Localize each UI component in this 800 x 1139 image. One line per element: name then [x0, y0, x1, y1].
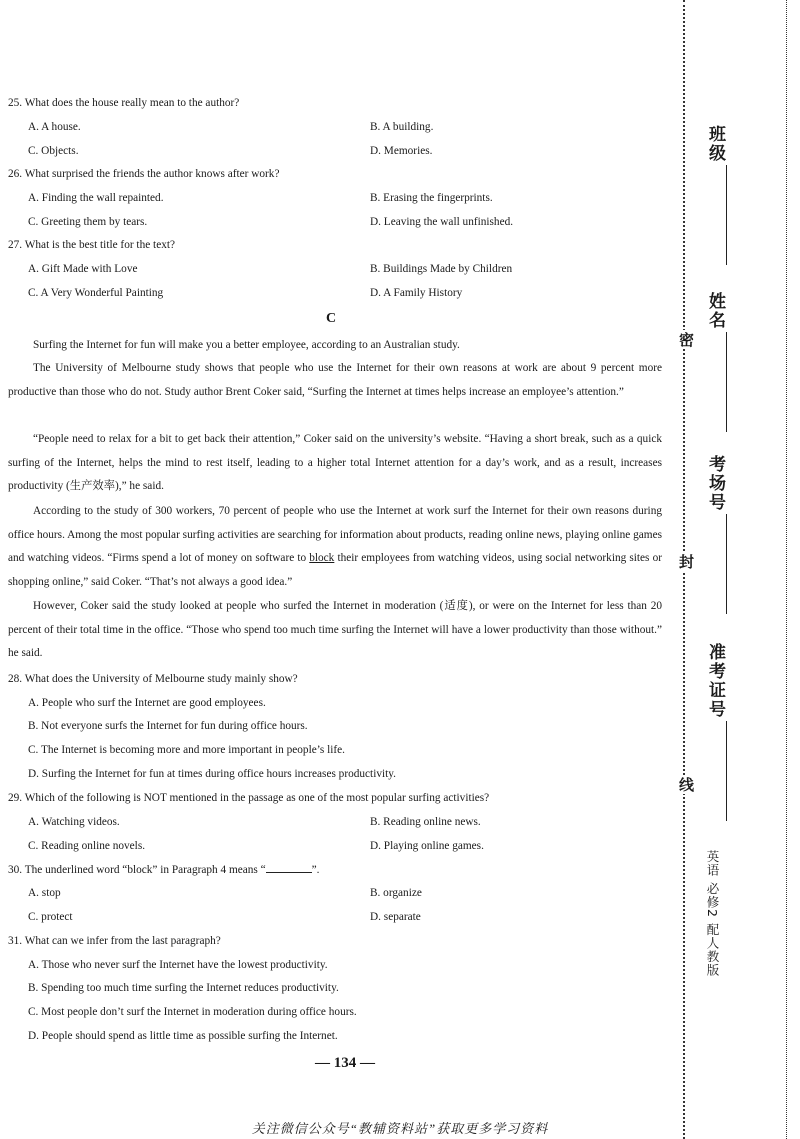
question-28-option-a: A. People who surf the Internet are good employees.	[28, 697, 266, 709]
book-info: 英语 必修2 配人教版	[705, 850, 720, 977]
class-field	[703, 125, 728, 265]
seal-mark-feng: 封	[677, 554, 695, 569]
question-29-option-a: A. Watching videos.	[28, 816, 120, 828]
question-29-option-c: C. Reading online novels.	[28, 840, 146, 852]
question-26-option-b: B. Erasing the fingerprints.	[370, 192, 493, 204]
seal-mark-xian: 线	[677, 777, 695, 792]
question-25-option-c: C. Objects.	[28, 145, 79, 157]
ticket-number-field	[703, 643, 728, 821]
question-30-option-a: A. stop	[28, 887, 61, 899]
question-27-option-d: D. A Family History	[370, 287, 463, 299]
question-31-stem: 31. What can we infer from the last paragraph?	[8, 935, 221, 947]
question-25-option-b: B. A building.	[370, 121, 434, 133]
question-31-option-c: C. Most people don’t surf the Internet in moderation during office hours.	[28, 1006, 357, 1018]
passage-paragraph-2: The University of Melbourne study shows that people who use the Internet for their own reasons at work are about 9 percent more productive than those who do not. Study author Brent Coker said, “Surfing the Internet at times helps increase an employee’s attention.”	[8, 362, 662, 398]
name-blank-line	[726, 332, 728, 432]
question-31-option-b: B. Spending too much time surfing the Internet reduces productivity.	[28, 982, 339, 994]
question-25-option-a: A. A house.	[28, 121, 81, 133]
question-28-option-b: B. Not everyone surfs the Internet for fun during office hours.	[28, 720, 308, 732]
question-29-option-d: D. Playing online games.	[370, 840, 484, 852]
question-25-option-d: D. Memories.	[370, 145, 433, 157]
section-title: C	[326, 311, 337, 326]
question-29-option-b: B. Reading online news.	[370, 816, 481, 828]
question-27-option-c: C. A Very Wonderful Painting	[28, 287, 164, 299]
question-25-stem: 25. What does the house really mean to the author?	[8, 97, 240, 109]
underlined-word-block: block	[309, 552, 335, 565]
ticket-number-blank-line	[726, 721, 728, 821]
seal-mark-mi: 密	[677, 332, 695, 347]
question-26-stem: 26. What surprised the friends the author knows after work?	[8, 168, 280, 180]
question-30-option-c: C. protect	[28, 911, 73, 923]
answer-blank	[266, 862, 312, 873]
exam-room-field	[703, 455, 728, 614]
question-30-stem	[8, 862, 320, 877]
question-28-option-d: D. Surfing the Internet for fun at times during office hours increases productivity.	[28, 768, 396, 780]
question-30-stem-after: ”.	[311, 864, 320, 876]
question-31-option-a: A. Those who never surf the Internet have the lowest productivity.	[28, 959, 328, 971]
page-number: — 134 —	[315, 1055, 375, 1071]
question-29-stem: 29. Which of the following is NOT mentioned in the passage as one of the most popular surfing activities?	[8, 792, 490, 804]
footer-note: 关注微信公众号“教辅资料站”获取更多学习资料	[251, 1121, 549, 1136]
name-field	[703, 292, 728, 432]
class-label: 班级	[705, 125, 725, 163]
ticket-number-label: 准考证号	[705, 643, 725, 719]
question-30-stem-before: 30. The underlined word “block” in Paragraph 4 means “	[8, 864, 266, 876]
paragraph-4-text-before: According to the study of 300 workers, 70 percent of people who use the Internet at work surf the Internet for their own reasons during office hours. Among the most popular surfing activities are searching for information about products, reading online news, playing online games and watching videos. “Firms spend a lot of money on software to	[8, 505, 662, 565]
passage-paragraph-3: “People need to relax for a bit to get back their attention,” Coker said on the university’s website. “Having a short break, such as a quick surfing of the Internet, helps the mind to rest itself, leading to a higher total Internet attention for a day’s work, and as a result, increases productivity (生产效率),” he said.	[8, 433, 662, 493]
question-27-option-b: B. Buildings Made by Children	[370, 263, 513, 275]
question-30-option-b: B. organize	[370, 887, 422, 899]
question-26-option-a: A. Finding the wall repainted.	[28, 192, 164, 204]
question-28-option-c: C. The Internet is becoming more and more important in people’s life.	[28, 744, 345, 756]
exam-room-label: 考场号	[705, 455, 725, 512]
question-30-option-d: D. separate	[370, 911, 421, 923]
passage-paragraph-4	[8, 500, 662, 594]
class-blank-line	[726, 165, 728, 265]
passage-paragraph-5: However, Coker said the study looked at people who surfed the Internet in moderation (适度), or were on the Internet for less than 20 percent of their total time in the office. “Those who spend too much time surfing the Internet will have a lower productivity than those without.” he said.	[8, 600, 662, 660]
exam-room-blank-line	[726, 514, 728, 614]
question-26-option-c: C. Greeting them by tears.	[28, 216, 148, 228]
question-28-stem: 28. What does the University of Melbourne study mainly show?	[8, 673, 298, 685]
paragraph-4-text-after: their employees from watching videos, using social networking sites or shopping online,” said Coker. “That’s not always a good idea.”	[8, 552, 662, 588]
outer-dotted-line	[786, 0, 787, 1139]
question-27-option-a: A. Gift Made with Love	[28, 263, 138, 275]
passage-paragraph-1: Surfing the Internet for fun will make you a better employee, according to an Australian study.	[33, 339, 460, 351]
question-27-stem: 27. What is the best title for the text?	[8, 239, 176, 251]
name-label: 姓名	[705, 292, 725, 330]
question-26-option-d: D. Leaving the wall unfinished.	[370, 216, 514, 228]
question-31-option-d: D. People should spend as little time as possible surfing the Internet.	[28, 1030, 338, 1042]
